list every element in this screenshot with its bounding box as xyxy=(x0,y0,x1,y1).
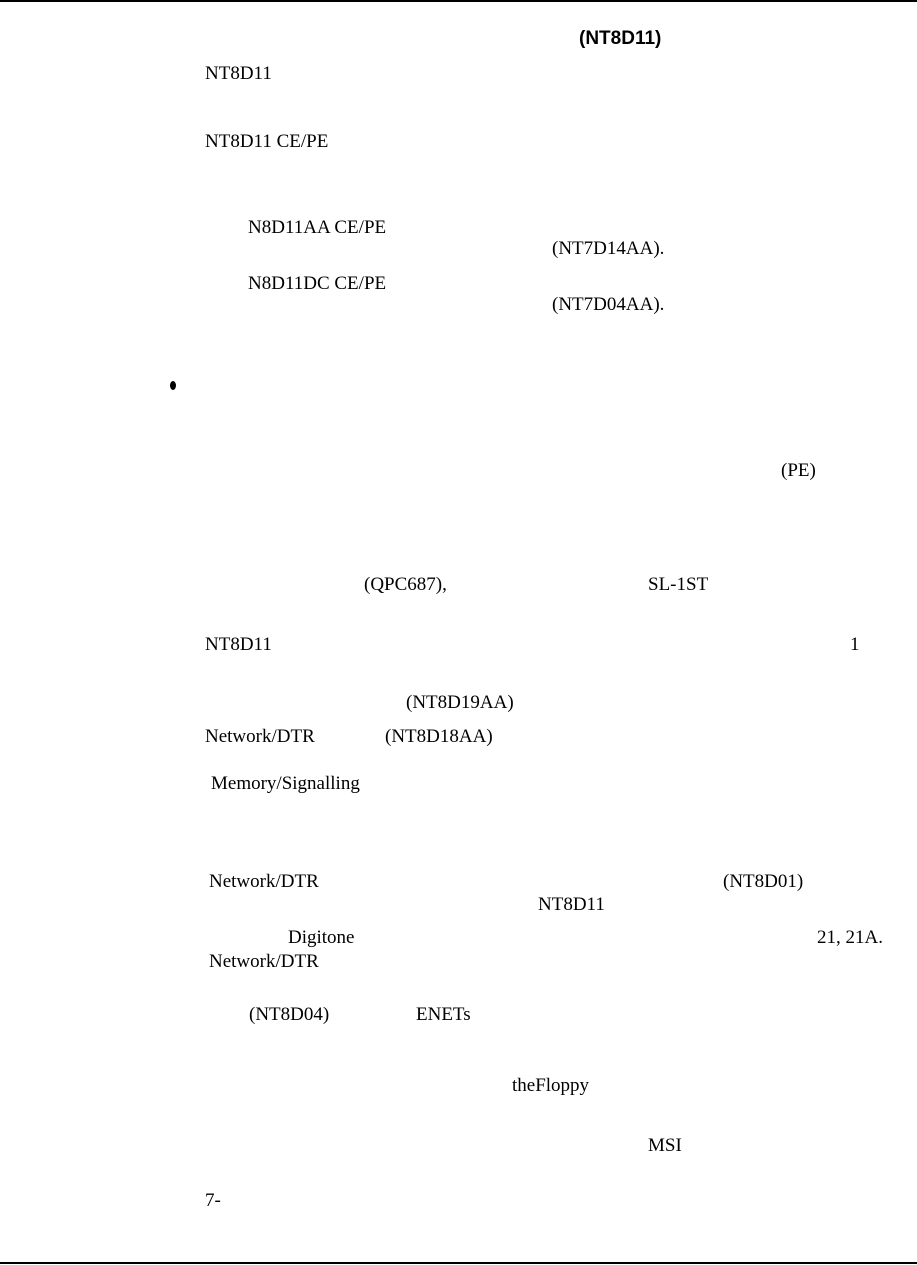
text-thefloppy: theFloppy xyxy=(512,1075,590,1096)
text-pe: (PE) xyxy=(781,460,816,481)
text-nt8d11-cepe: NT8D11 CE/PE xyxy=(205,131,329,152)
text-network-dtr-b: Network/DTR xyxy=(209,871,319,892)
text-nt8d19aa: (NT8D19AA) xyxy=(406,692,514,713)
bullet-marker xyxy=(170,381,176,390)
text-n8d11aa-cepe: N8D11AA CE/PE xyxy=(248,217,387,238)
page-number-prefix: 7- xyxy=(205,1190,221,1211)
text-msi: MSI xyxy=(648,1135,682,1156)
text-nt8d04: (NT8D04) xyxy=(249,1004,330,1025)
section-heading-code: (NT8D11) xyxy=(579,28,662,49)
text-nt8d11: NT8D11 xyxy=(205,63,272,84)
text-digitone: Digitone xyxy=(288,927,355,948)
text-nt8d11-b: NT8D11 xyxy=(205,634,272,655)
text-sl1st: SL-1ST xyxy=(648,574,709,595)
text-network-dtr-c: Network/DTR xyxy=(209,951,319,972)
text-nt8d11-c: NT8D11 xyxy=(538,894,605,915)
text-number-1: 1 xyxy=(850,634,860,655)
text-nt8d18aa: (NT8D18AA) xyxy=(385,726,493,747)
text-memory-signalling: Memory/Signalling xyxy=(211,773,360,794)
text-refs-21-21a: 21, 21A. xyxy=(817,927,883,948)
text-nt8d01: (NT8D01) xyxy=(723,871,804,892)
text-qpc687: (QPC687), xyxy=(364,574,447,595)
top-rule xyxy=(0,0,917,2)
text-network-dtr-a: Network/DTR xyxy=(205,726,315,747)
text-n8d11dc-cepe: N8D11DC CE/PE xyxy=(248,273,387,294)
text-enets: ENETs xyxy=(416,1004,471,1025)
bottom-rule xyxy=(0,1262,917,1264)
text-nt7d04aa: (NT7D04AA). xyxy=(552,294,665,315)
text-nt7d14aa: (NT7D14AA). xyxy=(552,238,665,259)
